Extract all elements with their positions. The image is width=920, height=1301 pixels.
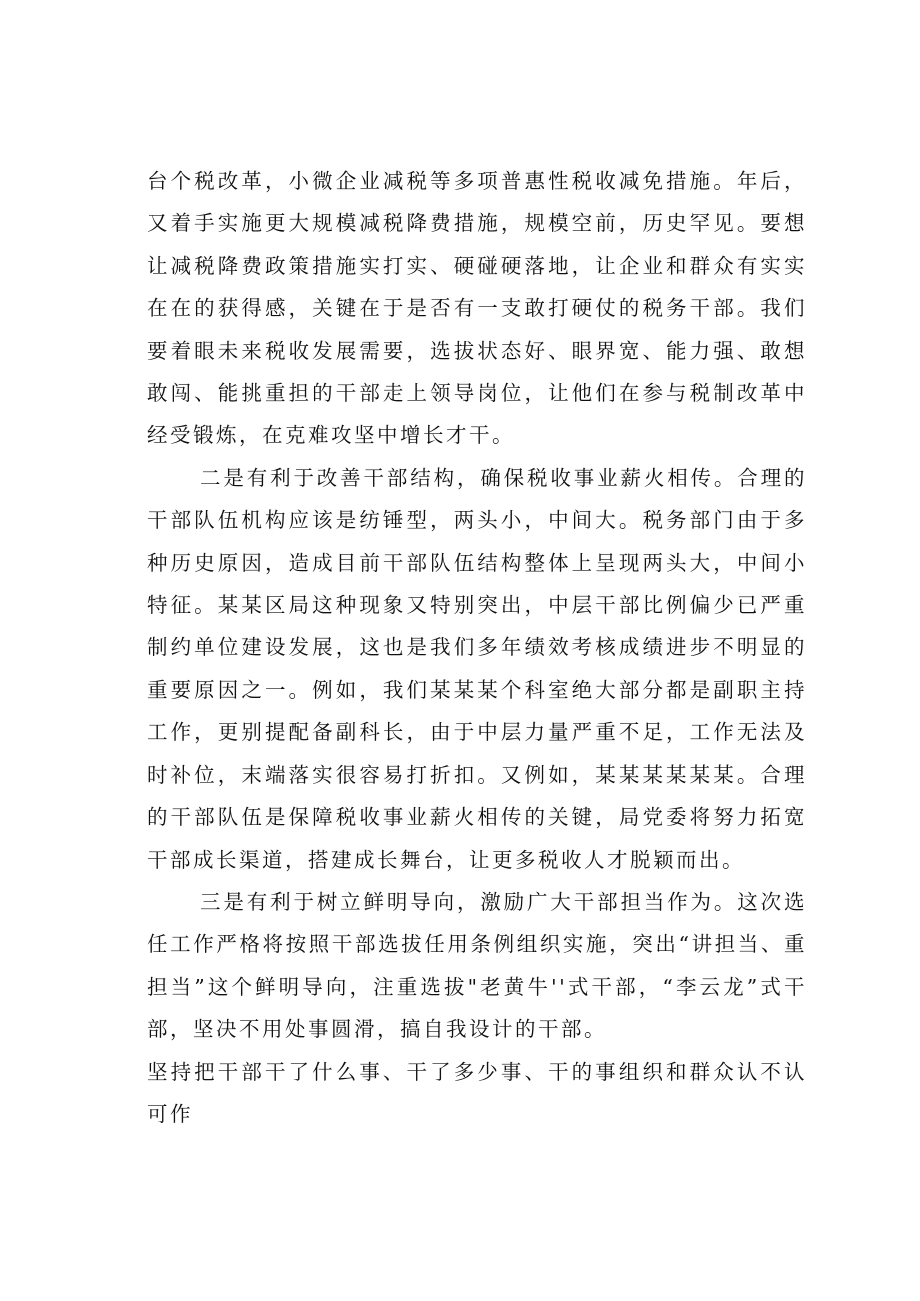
paragraph-trailing: 坚持把干部干了什么事、干了多少事、干的事组织和群众认不认可作 xyxy=(147,1059,807,1126)
paragraph-point-two: 二是有利于改善干部结构，确保税收事业薪火相传。合理的干部队伍机构应该是纺锤型，两头小，中间大。税务部门由于多种历史原因，造成目前干部队伍结构整体上呈现两头大，中间小特征。某某区局这种现象又特别突出，中层干部比例偏少已严重制约单位建设发展，这也是我们多年绩效考核成绩进步不明显的重要原因之一。例如，我们某某某个科室绝大部分都是副职主持工作，更别提配备副科长，由于中层力量严重不足，工作无法及时补位，末端落实很容易打折扣。又例如，某某某某某某。合理的干部队伍是保障税收事业薪火相传的关键，局党委将努力拓宽干部成长渠道，搭建成长舞台，让更多税收人才脱颖而出。 xyxy=(147,465,807,872)
paragraph-point-three: 三是有利于树立鲜明导向，激励广大干部担当作为。这次选任工作严格将按照干部选拔任用条例组织实施，突出“讲担当、重担当”这个鲜明导向，注重选拔"老黄牛''式干部，“李云龙”式干部，坚决不用处事圆滑，搞自我设计的干部。 xyxy=(147,889,807,1042)
paragraph-continued: 台个税改革，小微企业减税等多项普惠性税收减免措施。年后，又着手实施更大规模减税降费措施，规模空前，历史罕见。要想让减税降费政策措施实打实、硬碰硬落地，让企业和群众有实实在在的获得感，关键在于是否有一支敢打硬仗的税务干部。我们要着眼未来税收发展需要，选拔状态好、眼界宽、能力强、敢想敢闯、能挑重担的干部走上领导岗位，让他们在参与税制改革中经受锻炼，在克难攻坚中增长才干。 xyxy=(147,169,807,448)
document-body xyxy=(147,160,807,1135)
